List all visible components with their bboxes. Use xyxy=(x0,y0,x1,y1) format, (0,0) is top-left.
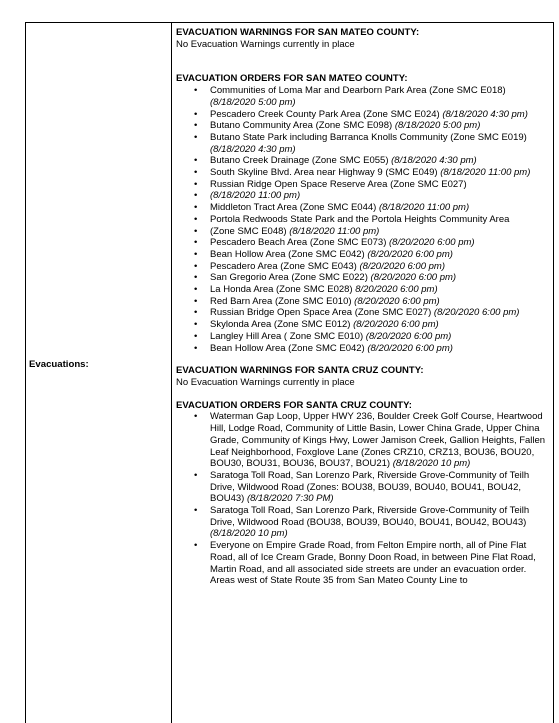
item-date: (8/18/2020 10 pm) xyxy=(210,528,288,540)
item-date: (8/20/2020 6:00 pm) xyxy=(367,342,453,354)
item-text: Russian Ridge Open Space Reserve Area (Zone SMC E027) xyxy=(210,178,467,190)
item-date: (8/20/2020 6:00 pm) xyxy=(359,260,445,272)
evacuations-table xyxy=(25,22,554,723)
item-text: Bean Hollow Area (Zone SMC E042) xyxy=(210,248,368,260)
item-date: (8/18/2020 11:00 pm) xyxy=(378,202,470,214)
item-text: Langley Hill Area ( Zone SMC E010) xyxy=(210,330,366,342)
bullet-icon: • xyxy=(194,213,198,225)
list-item xyxy=(176,132,548,155)
list-item xyxy=(176,540,548,587)
item-text: San Gregorio Area (Zone SMC E022) xyxy=(210,272,371,284)
list-item xyxy=(176,109,548,121)
section-header: EVACUATION WARNINGS FOR SAN MATEO COUNTY: xyxy=(176,27,420,38)
bullet-icon: • xyxy=(194,167,198,179)
list-item xyxy=(176,343,548,355)
section-sm-warnings xyxy=(176,27,548,50)
item-date: (8/18/2020 4:30 pm) xyxy=(210,143,296,155)
item-date: (8/18/2020 11:00 pm) xyxy=(289,225,380,237)
list-item xyxy=(176,470,548,505)
column-divider xyxy=(171,23,172,723)
section-header: EVACUATION ORDERS FOR SAN MATEO COUNTY: xyxy=(176,73,408,85)
bullet-icon: • xyxy=(194,178,198,190)
item-text: Portola Redwoods State Park and the Portola Heights Community Area xyxy=(210,213,510,225)
section-sm-orders xyxy=(176,73,548,354)
list-item xyxy=(176,190,548,202)
item-text: Communities of Loma Mar and Dearborn Park Area (Zone SMC E018) xyxy=(210,85,506,97)
item-text: Russian Bridge Open Space Area (Zone SMC E027) xyxy=(210,307,434,319)
list-item xyxy=(176,249,548,261)
bullet-icon: • xyxy=(194,120,198,132)
item-date: (8/20/2020 6:00 pm) xyxy=(353,319,439,331)
item-date: (8/20/2020 6:00 pm) xyxy=(433,307,520,319)
bullet-icon: • xyxy=(194,272,198,284)
item-text: Skylonda Area (Zone SMC E012) xyxy=(210,319,354,331)
section-header: EVACUATION WARNINGS FOR SANTA CRUZ COUNTY: xyxy=(176,365,424,377)
item-date: (8/18/2020 11:00 pm) xyxy=(210,190,301,202)
item-date: (8/20/2020 6:00 pm) xyxy=(389,237,475,249)
order-list xyxy=(176,411,548,587)
list-item xyxy=(176,331,548,343)
item-date: (8/20/2020 6:00 pm) xyxy=(370,272,457,284)
item-date: (8/18/2020 4:30 pm) xyxy=(442,108,528,120)
section-note: No Evacuation Warnings currently in place xyxy=(176,38,355,50)
list-item xyxy=(176,120,548,132)
item-text: Saratoga Toll Road, San Lorenzo Park, Riverside Grove-Community of Teilh Drive, Wildwood Road (BOU38, BOU39, BOU40, BOU41, BOU42, BOU43) xyxy=(210,505,530,528)
bullet-icon: • xyxy=(194,237,198,249)
item-date: 8/20/2020 6:00 pm) xyxy=(355,284,438,296)
item-date: (8/18/2020 4:30 pm) xyxy=(391,155,477,167)
item-text: Everyone on Empire Grade Road, from Felton Empire north, all of Pine Flat Road, all of Ice Cream Grade, Bonny Doon Road, in between Pine Flat Road, Martin Road, and all associated side streets are under an evacuation order. Areas west of State Route 35 from San Mateo County Line to xyxy=(210,540,536,587)
item-text: (Zone SMC E048) xyxy=(210,225,290,237)
bullet-icon: • xyxy=(194,202,198,214)
bullet-icon: • xyxy=(194,307,198,319)
bullet-icon: • xyxy=(194,131,198,143)
item-date: (8/18/2020 5:00 pm) xyxy=(210,96,296,108)
section-header: EVACUATION ORDERS FOR SANTA CRUZ COUNTY: xyxy=(176,399,412,411)
item-text: South Skyline Blvd. Area near Highway 9 (SMC E049) xyxy=(210,167,441,179)
list-item xyxy=(176,505,548,540)
bullet-icon: • xyxy=(194,85,198,97)
list-item xyxy=(176,284,548,296)
item-date: (8/18/2020 7:30 PM) xyxy=(246,493,334,505)
item-text: Waterman Gap Loop, Upper HWY 236, Boulder Creek Golf Course, Heartwood Hill, Lodge Road, Community of Little Basin, Lower China Grade, Upper China Grade, Community of Kings Hwy, Lower Jamison Creek, Gallion Heights, Fallen Leaf Neighborhood, Foxglove Lane (Zones CRZ10, CRZ13, BOU36, BOU20, BOU30, BOU31, BOU36, BOU37, BOU21) xyxy=(210,411,546,470)
item-date: (8/20/2020 6:00 pm) xyxy=(365,330,452,342)
list-item xyxy=(176,237,548,249)
content-cell xyxy=(176,27,548,587)
list-item xyxy=(176,307,548,319)
bullet-icon: • xyxy=(194,190,198,202)
list-item xyxy=(176,85,548,108)
item-text: Pescadero Creek County Park Area (Zone SMC E024) xyxy=(210,108,443,120)
bullet-icon: • xyxy=(194,342,198,354)
section-sc-warnings xyxy=(176,365,548,388)
item-date: (8/18/2020 11:00 pm) xyxy=(440,167,531,179)
bullet-icon: • xyxy=(194,330,198,342)
bullet-icon: • xyxy=(194,411,198,423)
item-text: La Honda Area (Zone SMC E028) xyxy=(210,284,356,296)
item-text: Bean Hollow Area (Zone SMC E042) xyxy=(210,342,368,354)
list-item xyxy=(176,167,548,179)
item-text: Pescadero Beach Area (Zone SMC E073) xyxy=(210,237,390,249)
order-list xyxy=(176,85,548,354)
list-item xyxy=(176,272,548,284)
bullet-icon: • xyxy=(194,155,198,167)
list-item xyxy=(176,202,548,214)
bullet-icon: • xyxy=(194,319,198,331)
item-text: Saratoga Toll Road, San Lorenzo Park, Riverside Grove-Community of Teilh Drive, Wildwood Road (Zones: BOU38, BOU39, BOU40, BOU41, BOU42, BOU43) xyxy=(210,469,530,505)
bullet-icon: • xyxy=(194,469,198,481)
list-item xyxy=(176,179,548,191)
bullet-icon: • xyxy=(194,248,198,260)
list-item xyxy=(176,296,548,308)
item-text: Butano Community Area (Zone SMC E098) xyxy=(210,120,395,132)
item-text: Pescadero Area (Zone SMC E043) xyxy=(210,260,360,272)
list-item xyxy=(176,214,548,226)
bullet-icon: • xyxy=(194,225,198,237)
section-sc-orders xyxy=(176,400,548,587)
item-date: (8/20/2020 6:00 pm) xyxy=(354,295,440,307)
list-item xyxy=(176,411,548,470)
item-date: (8/18/2020 10 pm) xyxy=(392,458,471,470)
item-date: (8/20/2020 6:00 pm) xyxy=(367,248,453,260)
item-text: Butano State Park including Barranca Knolls Community (Zone SMC E019) xyxy=(210,131,527,143)
list-item xyxy=(176,155,548,167)
label-cell xyxy=(26,23,171,723)
list-item xyxy=(176,319,548,331)
section-note: No Evacuation Warnings currently in place xyxy=(176,376,355,388)
bullet-icon: • xyxy=(194,505,198,517)
item-date: (8/18/2020 5:00 pm) xyxy=(394,120,481,132)
row-label: Evacuations: xyxy=(29,359,89,370)
bullet-icon: • xyxy=(194,284,198,296)
bullet-icon: • xyxy=(194,540,198,552)
bullet-icon: • xyxy=(194,295,198,307)
item-text: Butano Creek Drainage (Zone SMC E055) xyxy=(210,155,392,167)
bullet-icon: • xyxy=(194,260,198,272)
list-item xyxy=(176,226,548,238)
item-text: Red Barn Area (Zone SMC E010) xyxy=(210,295,355,307)
item-text: Middleton Tract Area (Zone SMC E044) xyxy=(210,202,379,214)
bullet-icon: • xyxy=(194,108,198,120)
list-item xyxy=(176,261,548,273)
